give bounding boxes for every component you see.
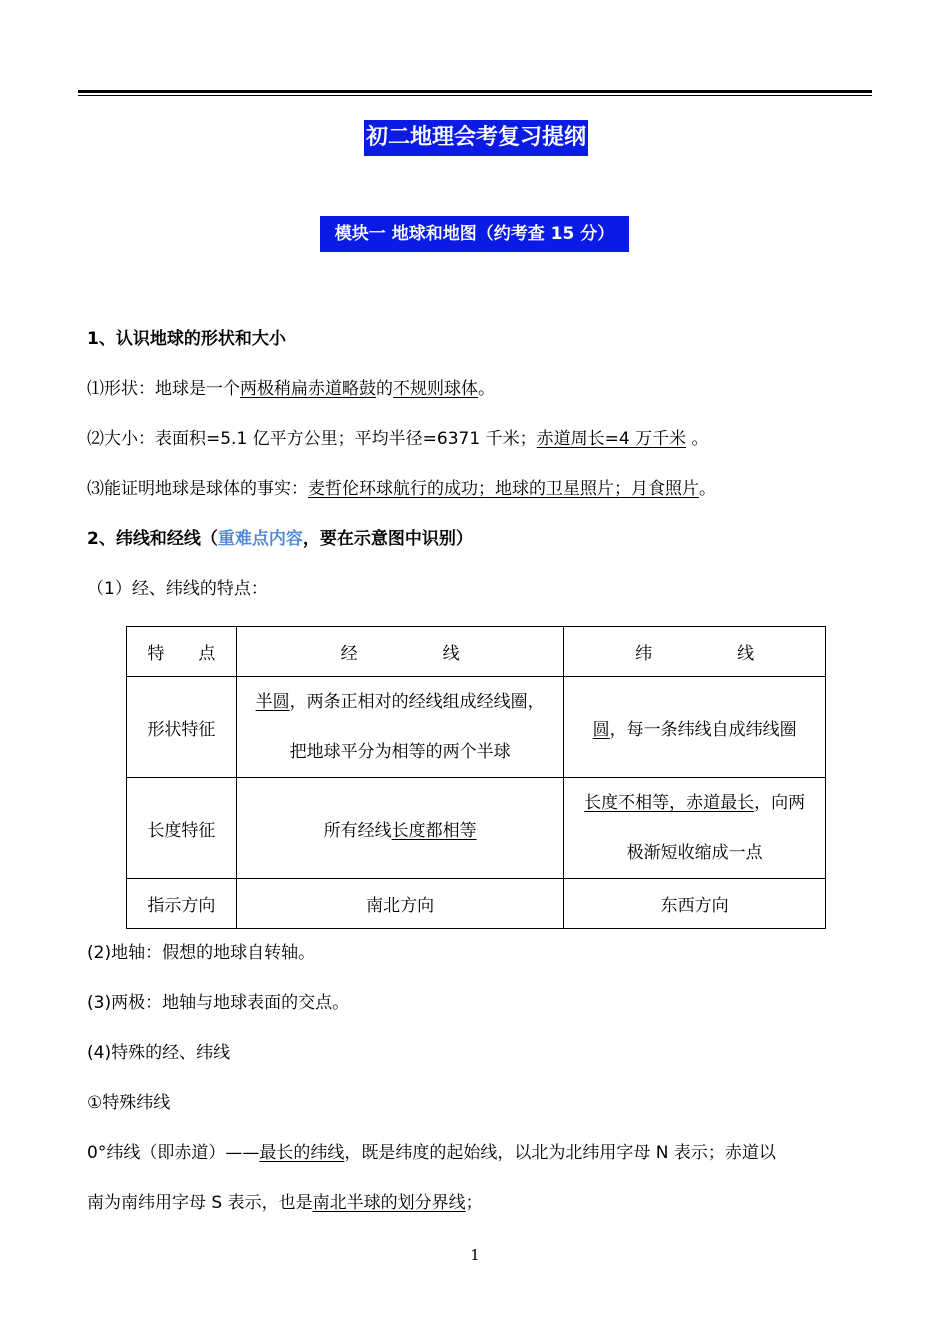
lines-features-table [126, 626, 826, 929]
poles-paragraph: (3)两极：地轴与地球表面的交点。 [87, 993, 350, 1013]
size-paragraph: ⑵大小：表面积=5.1 亿平方公里；平均半径=6371 千米；赤道周长=4 万千米 。 [87, 429, 709, 449]
parallel-direction-cell: 东西方向 [564, 879, 826, 929]
row-label-direction: 指示方向 [127, 879, 237, 929]
equator-paragraph-line1: 0°纬线（即赤道）——最长的纬线，既是纬度的起始线，以北为北纬用字母 N 表示；赤道以 [87, 1143, 776, 1163]
module-heading: 模块一 地球和地图（约考查 15 分） [320, 216, 629, 252]
table-row [127, 677, 826, 778]
top-rule-thin [78, 95, 872, 96]
header-meridian: 经 线 [236, 627, 563, 677]
parallel-length-cell: 长度不相等，赤道最长，向两 极渐短收缩成一点 [564, 778, 826, 879]
meridian-length-cell: 所有经线长度都相等 [236, 778, 563, 879]
meridian-direction-cell: 南北方向 [236, 879, 563, 929]
earth-axis-paragraph: (2)地轴：假想的地球自转轴。 [87, 943, 316, 963]
header-feature: 特 点 [127, 627, 237, 677]
top-rule-thick [78, 90, 872, 93]
subsection-1-heading: （1）经、纬线的特点： [87, 579, 268, 599]
document-title: 初二地理会考复习提纲 [364, 120, 588, 156]
row-label-shape: 形状特征 [127, 677, 237, 778]
equator-paragraph-line2: 南为南纬用字母 S 表示，也是南北半球的划分界线； [87, 1193, 483, 1213]
table-row [127, 778, 826, 879]
special-lines-heading: (4)特殊的经、纬线 [87, 1043, 231, 1063]
table-header-row [127, 627, 826, 677]
table-row [127, 879, 826, 929]
header-parallel: 纬 线 [564, 627, 826, 677]
meridian-shape-cell: 半圆，两条正相对的经线组成经线圈， 把地球平分为相等的两个半球 [236, 677, 563, 778]
row-label-length: 长度特征 [127, 778, 237, 879]
section-1-heading: 1、认识地球的形状和大小 [87, 329, 286, 349]
shape-paragraph: ⑴形状：地球是一个两极稍扁赤道略鼓的不规则球体。 [87, 379, 495, 399]
section-2-heading: 2、纬线和经线（重难点内容，要在示意图中识别） [87, 529, 473, 549]
parallel-shape-cell: 圆，每一条纬线自成纬线圈 [564, 677, 826, 778]
evidence-paragraph: ⑶能证明地球是球体的事实：麦哲伦环球航行的成功；地球的卫星照片；月食照片。 [87, 479, 716, 499]
page-number: 1 [470, 1246, 480, 1264]
special-parallels-heading: ①特殊纬线 [87, 1093, 171, 1113]
